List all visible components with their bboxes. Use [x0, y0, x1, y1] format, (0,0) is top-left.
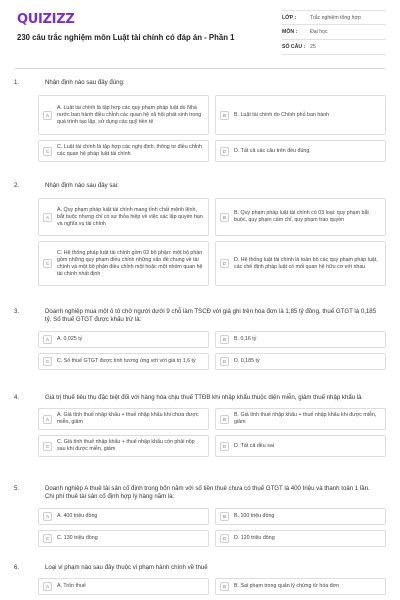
meta-table [282, 10, 386, 55]
question-3 [14, 308, 386, 394]
option-letter: D [220, 259, 229, 268]
option-letter: B [220, 512, 229, 521]
option-letter: B [220, 213, 229, 222]
option-letter: C [43, 357, 52, 366]
question-list [14, 79, 386, 595]
option-letter: A [43, 415, 52, 424]
option-c[interactable] [38, 140, 209, 162]
question-number: 5. [14, 485, 20, 492]
meta-label: MÔN : [282, 29, 298, 35]
meta-label: LỚP : [282, 14, 297, 21]
option-text: A. Giá tính thuế nhập khẩu + thuế nhập khẩu khi chưa được miễn, giảm [57, 412, 199, 426]
option-a[interactable] [38, 508, 209, 525]
meta-row-class [282, 10, 386, 25]
option-b[interactable] [215, 408, 386, 430]
option-letter: B [220, 335, 229, 344]
option-a[interactable] [38, 578, 209, 595]
option-d[interactable] [215, 241, 386, 286]
option-letter: B [220, 415, 229, 424]
option-text: C. 130 triệu đồng [57, 534, 98, 541]
option-c[interactable] [38, 353, 209, 370]
option-letter: C [43, 259, 52, 268]
option-b[interactable] [215, 331, 386, 348]
option-letter: D [220, 534, 229, 543]
option-d[interactable] [215, 530, 386, 547]
option-letter: C [43, 534, 52, 543]
meta-value: 25 [310, 44, 316, 50]
option-c[interactable] [38, 241, 209, 286]
option-text: A. 400 triệu đồng [57, 512, 98, 519]
option-text: C. Luật tài chính là tập hợp các nghị định, thông tư điều chỉnh các quan hệ pháp luật tài chính [57, 144, 202, 158]
option-b[interactable] [215, 198, 386, 236]
option-letter: C [43, 442, 52, 451]
option-a[interactable] [38, 408, 209, 430]
option-c[interactable] [38, 435, 209, 457]
header-divider [15, 68, 385, 69]
option-d[interactable] [215, 140, 386, 162]
question-text: Nhận định nào sau đây đúng: [45, 79, 125, 86]
option-text: D. 0,185 tỷ [234, 357, 260, 364]
option-a[interactable] [38, 331, 209, 348]
question-6 [14, 564, 386, 595]
option-d[interactable] [215, 435, 386, 457]
option-letter: A [43, 512, 52, 521]
question-number: 6. [14, 564, 20, 571]
option-text: B. Quy phạm pháp luật tài chính có 03 loại: quy phạm bắt buộc, quy phạm cấm chỉ, quy phạm trao quyền [234, 210, 369, 224]
option-a[interactable] [38, 95, 209, 135]
question-text: Doanh nghiệp mua một ô tô chở người dưới 9 chỗ làm TSCĐ với giá ghi trên hóa đơn là 1,85 tỷ đồng, thuế GTGT là 0,185 tỷ. Số thuế GTGT được khấu trừ là: [45, 308, 377, 324]
meta-row-count [282, 40, 386, 55]
option-text: C. Giá tính thuế nhập khẩu + thuế nhập khẩu còn phải nộp sau khi được miễn, giảm [57, 439, 195, 453]
option-letter: B [220, 582, 229, 591]
option-letter: D [220, 357, 229, 366]
question-text: Nhận định nào sau đây sai: [45, 182, 119, 189]
question-4 [14, 394, 386, 485]
question-text: Giá trị thuế tiêu thụ đặc biệt đối với hàng hóa chịu thuế TTĐB khi nhập khẩu thuộc diện miễn, giảm thuế nhập khẩu là [45, 394, 362, 401]
option-letter: A [43, 335, 52, 344]
option-text: A. Quy phạm pháp luật tài chính mang tính chất mệnh lệnh, bắt buộc nhưng chỉ có sự thỏa hiệp về việc xác lập quyền hạn và nghĩa vụ tài chính [57, 206, 203, 227]
option-b[interactable] [215, 578, 386, 595]
option-text: D. 120 triệu đồng [234, 534, 275, 541]
meta-row-subject [282, 25, 386, 40]
option-letter: D [220, 442, 229, 451]
option-letter: C [43, 147, 52, 156]
question-1 [14, 79, 386, 182]
option-letter: A [43, 213, 52, 222]
option-text: A. Luật tài chính là tập hợp các quy phạm pháp luật do Nhà nước ban hành điều chỉnh các quan hệ xã hội phát sinh trong quá trình tạo lập, sử dụng các quỹ tiền tệ [57, 104, 202, 125]
option-d[interactable] [215, 353, 386, 370]
option-text: B. Sai phạm trong quản lý chứng từ hóa đơn [234, 583, 340, 590]
meta-value: Trắc nghiệm tổng hợp [310, 14, 361, 21]
option-letter: A [43, 582, 52, 591]
option-letter: B [220, 111, 229, 120]
meta-label: SỐ CÂU : [282, 44, 306, 50]
quizizz-logo: QUIZIZZ [17, 12, 75, 27]
option-letter: A [43, 111, 52, 120]
option-letter: D [220, 147, 229, 156]
page-title: 230 câu trắc nghiệm môn Luật tài chính có đáp án - Phần 1 [17, 33, 235, 42]
option-b[interactable] [215, 95, 386, 135]
option-c[interactable] [38, 530, 209, 547]
option-text: D. Tất cả các câu trên đều đúng. [234, 147, 311, 154]
option-text: B. 0,16 tỷ [234, 335, 257, 342]
question-2 [14, 182, 386, 308]
question-number: 2. [14, 182, 20, 189]
option-text: B. 100 triệu đồng [234, 512, 275, 519]
option-text: D. Tất cả đều sai [234, 442, 274, 449]
option-text: C. Số thuế GTGT được tính tương ứng với với giá trị 1,6 tỷ [57, 357, 196, 364]
option-a[interactable] [38, 198, 209, 236]
meta-value: Đại học [310, 29, 328, 35]
question-5 [14, 485, 386, 564]
question-number: 1. [14, 79, 20, 86]
option-text: A. 0,025 tỷ [57, 335, 83, 342]
option-text: D. Hệ thống luật tài chính là toàn bộ các quy phạm pháp luật, các chế định pháp luật có mối quan hệ hữu cơ với nhau [234, 256, 378, 270]
question-number: 3. [14, 308, 20, 315]
option-b[interactable] [215, 508, 386, 525]
question-number: 4. [14, 394, 20, 401]
question-text: Doanh nghiệp A thuê tài sản cố định trong bốn năm với số tiền thuê chưa có thuế GTGT là 400 triệu và thanh toán 1 lần. Chi phí thuê tài sản cố định hợp lý hàng năm là: [45, 485, 370, 501]
option-text: C. Hệ thống pháp luật tài chính gồm 02 bộ phận: một bộ phận gồm những quy phạm điều chỉnh những vấn đề chung về tài chính và một bộ phận điều chỉnh một hoặc một nhóm quan hệ tài chính nhất định [57, 249, 203, 277]
option-text: A. Trốn thuế [57, 583, 86, 590]
option-text: B. Giá tính thuế nhập khẩu + thuế nhập khẩu khi được miễn, giảm [234, 412, 377, 426]
question-text: Loại vi phạm nào sau đây thuộc vi phạm hành chính về thuế [45, 564, 208, 571]
option-text: B. Luật tài chính do Chính phủ ban hành [234, 111, 330, 118]
